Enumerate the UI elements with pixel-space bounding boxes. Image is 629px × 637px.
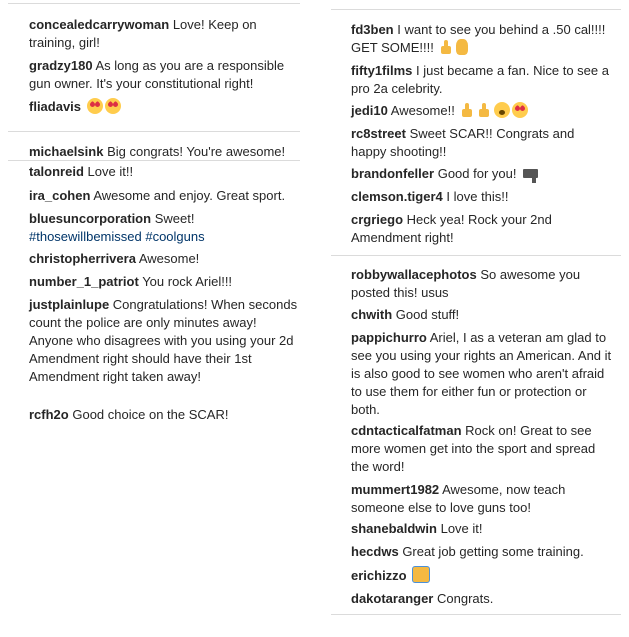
comment-text: Sweet SCAR!! Congrats and happy shooting!!	[351, 126, 575, 159]
comment-text: Heck yea! Rock your 2nd Amendment right!	[351, 212, 552, 245]
comment-text: Good choice on the SCAR!	[72, 407, 229, 422]
comment-username[interactable]: christopherrivera	[29, 251, 136, 266]
comment-text: Big congrats! You're awesome!	[107, 144, 286, 159]
comment-username[interactable]: crgriego	[351, 212, 404, 227]
comment-text: Awesome, now teach someone else to love guns too!	[351, 482, 566, 515]
comment-username[interactable]: rcfh2o	[29, 407, 69, 422]
comment-username[interactable]: number_1_patriot	[29, 274, 139, 289]
comment	[351, 165, 613, 183]
comment-username[interactable]: fd3ben	[351, 22, 394, 37]
comment-username[interactable]: jedi10	[351, 103, 388, 118]
comment	[351, 520, 613, 538]
comment-text: I want to see you behind a .50 cal!!!! GET SOME!!!!	[351, 22, 606, 55]
divider	[8, 131, 300, 132]
divider	[331, 9, 621, 10]
comment-text: Love! Keep on training, girl!	[29, 17, 257, 50]
thumbs-up-emoji-icon	[439, 39, 454, 55]
comment-username[interactable]: shanebaldwin	[351, 521, 437, 536]
comment	[351, 481, 613, 517]
comment-text: Congratulations! When seconds count the police are only minutes away! Anyone who disagrees with you using your 2d Amendment right should have their 1st Amendment right taken away!	[29, 297, 298, 384]
heart-eyes-emoji-icon	[512, 102, 528, 118]
comment-text: Love it!!	[87, 164, 134, 179]
comment	[29, 406, 302, 424]
comment	[351, 306, 613, 324]
comment	[29, 210, 302, 246]
divider	[8, 160, 300, 161]
open-mouth-emoji-icon	[494, 102, 510, 118]
raised-hand-emoji-icon	[456, 39, 468, 55]
comment	[29, 187, 302, 205]
comment-text: Love it!	[440, 521, 483, 536]
comment	[351, 211, 613, 247]
comment-username[interactable]: dakotaranger	[351, 591, 434, 606]
comment	[351, 590, 613, 608]
comment-username[interactable]: rc8street	[351, 126, 406, 141]
comment-text: You rock Ariel!!!	[142, 274, 233, 289]
comment-username[interactable]: justplainlupe	[29, 297, 110, 312]
comment	[351, 422, 613, 476]
comment	[29, 296, 302, 386]
comment-username[interactable]: chwith	[351, 307, 393, 322]
comment-text: Good for you!	[437, 166, 517, 181]
comment-username[interactable]: gradzy180	[29, 58, 93, 73]
comment	[351, 566, 613, 585]
divider	[8, 3, 300, 4]
divider	[331, 255, 621, 256]
comment-username[interactable]: bluesuncorporation	[29, 211, 152, 226]
comment-text: Ariel, I as a veteran am glad to see you using your rights an American. And it is also good to see women who aren't afraid to use them for either fun or protection or both.	[351, 330, 612, 417]
comment-text: As long as you are a responsible gun owner. It's your constitutional right!	[29, 58, 285, 91]
comment-username[interactable]: brandonfeller	[351, 166, 435, 181]
thumbs-up-emoji-icon	[460, 102, 475, 118]
comment	[351, 102, 613, 120]
comment-text: Awesome and enjoy. Great sport.	[93, 188, 286, 203]
comment-username[interactable]: hecdws	[351, 544, 399, 559]
thumbs-up-emoji-icon	[477, 102, 492, 118]
comment	[29, 16, 302, 52]
comment-text: Rock on! Great to see more women get into the sport and spread the word!	[351, 423, 596, 474]
comment-text: Great job getting some training.	[402, 544, 584, 559]
comment	[351, 266, 613, 302]
comment	[29, 143, 302, 161]
person-raising-hands-emoji-icon	[412, 566, 430, 583]
comment-text: Congrats.	[437, 591, 494, 606]
comment-text: Awesome!	[138, 251, 200, 266]
comment-text: Awesome!!	[390, 103, 455, 118]
comment-username[interactable]: fliadavis	[29, 99, 82, 114]
comment-username[interactable]: michaelsink	[29, 144, 104, 159]
comment	[351, 188, 613, 206]
comment-text: I love this!!	[446, 189, 509, 204]
comment-username[interactable]: erichizzo	[351, 568, 407, 583]
comment	[351, 21, 613, 57]
comment-username[interactable]: pappichurro	[351, 330, 427, 345]
comment-username[interactable]: concealedcarrywoman	[29, 17, 170, 32]
comment	[29, 98, 302, 116]
comment-text: So awesome you posted this! usus	[351, 267, 581, 300]
heart-eyes-emoji-icon	[105, 98, 121, 114]
comment-username[interactable]: clemson.tiger4	[351, 189, 443, 204]
pistol-emoji-icon	[523, 169, 538, 178]
comment	[351, 62, 613, 98]
comment-text: I just became a fan. Nice to see a pro 2a celebrity.	[351, 63, 609, 96]
comment	[29, 250, 302, 268]
heart-eyes-emoji-icon	[87, 98, 103, 114]
comment	[351, 125, 613, 161]
hashtag-link[interactable]: #thosewillbemissed #coolguns	[29, 229, 205, 244]
comment-username[interactable]: cdntacticalfatman	[351, 423, 462, 438]
comment	[29, 273, 302, 291]
comment-username[interactable]: fifty1films	[351, 63, 413, 78]
comment	[29, 57, 302, 93]
comment-text: Sweet!	[154, 211, 195, 226]
comment	[351, 329, 613, 419]
comment-text: Good stuff!	[395, 307, 460, 322]
comment-username[interactable]: ira_cohen	[29, 188, 91, 203]
comment-username[interactable]: talonreid	[29, 164, 84, 179]
comment-username[interactable]: robbywallacephotos	[351, 267, 477, 282]
comment	[351, 543, 613, 561]
comment	[29, 163, 302, 181]
comment-username[interactable]: mummert1982	[351, 482, 440, 497]
divider	[331, 614, 621, 615]
